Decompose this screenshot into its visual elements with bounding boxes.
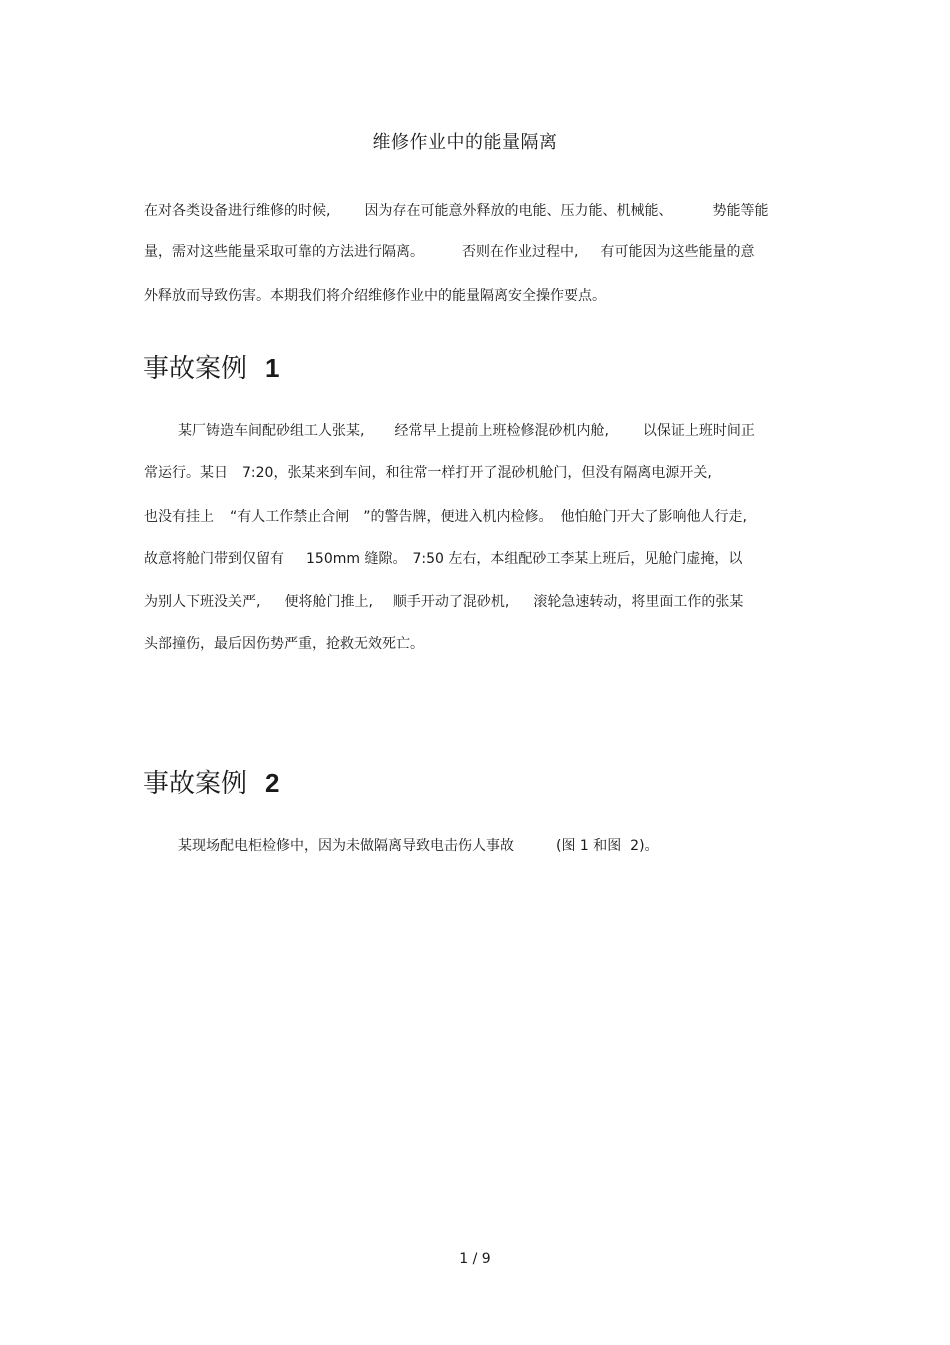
case-1-line-6 [144,634,424,654]
case-1-line-6-seg-1: 头部撞伤，最后因伤势严重，抢救无效死亡。 [144,636,424,652]
case-1-line-4-seg-2: 150mm 缝隙。 [306,551,407,567]
intro-line-1-seg-2: 因为存在可能意外释放的电能、压力能、机械能、 [364,203,673,219]
case-1-line-3-seg-2: “有人工作禁止合闸 [230,509,350,525]
page-number: 1 / 9 [459,1251,491,1267]
case-1-line-3-seg-1: 也没有挂上 [144,509,214,525]
document-title: 维修作业中的能量隔离 [372,132,558,153]
case-1-line-2-seg-2: 7:20，张某来到车间，和往常一样打开了混砂机舱门，但没有隔离电源开关, [242,465,712,481]
case-2-line-1-seg-2: (图 1 和图 2)。 [556,838,659,854]
case-1-heading [143,348,279,385]
intro-line-3 [144,286,606,306]
case-1-line-2 [144,463,712,483]
intro-line-2-seg-1: 量，需对这些能量采取可靠的方法进行隔离。 [144,244,424,260]
intro-line-3-seg-1: 外释放而导致伤害。本期我们将介绍维修作业中的能量隔离安全操作要点。 [144,288,606,304]
case-1-heading-text: 事故案例 [143,354,248,384]
case-1-line-1-seg-3: 以保证上班时间正 [642,423,755,439]
intro-line-2 [144,242,754,262]
case-1-line-3-seg-3: ”的警告牌，便进入机内检修。 [363,509,553,525]
case-2-heading [143,763,279,800]
case-1-line-3 [144,507,747,527]
case-1-line-5-seg-2: 便将舱门推上, [284,594,373,610]
case-1-line-4-seg-3: 7:50 左右，本组配砂工李某上班后，见舱门虚掩，以 [412,551,743,567]
intro-line-2-seg-3: 有可能因为这些能量的意 [600,244,755,260]
case-1-line-4-seg-1: 故意将舱门带到仅留有 [144,551,284,567]
case-1-heading-number: 1 [265,353,280,383]
case-1-line-5-seg-1: 为别人下班没关严, [144,594,261,610]
case-2-line-1 [178,836,659,856]
case-1-line-1-seg-1: 某厂铸造车间配砂组工人张某, [178,423,365,439]
case-1-line-1 [178,421,755,441]
case-1-line-2-seg-1: 常运行。某日 [144,465,228,481]
intro-line-1-seg-3: 势能等能 [712,203,769,219]
intro-line-2-seg-2: 否则在作业过程中, [462,244,579,260]
intro-line-1 [144,201,768,221]
case-2-line-1-seg-1: 某现场配电柜检修中，因为未做隔离导致电击伤人事故 [178,838,514,854]
case-1-line-5-seg-4: 滚轮急速转动，将里面工作的张某 [533,594,744,610]
case-2-heading-text: 事故案例 [143,769,248,799]
case-2-heading-number: 2 [265,768,280,798]
case-1-line-5-seg-3: 顺手开动了混砂机, [392,594,510,610]
intro-line-1-seg-1: 在对各类设备进行维修的时候, [144,203,331,219]
case-1-line-3-seg-4: 他怕舱门开大了影响他人行走, [560,509,747,525]
case-1-line-4 [144,549,742,569]
case-1-line-1-seg-2: 经常早上提前上班检修混砂机内舱, [394,423,609,439]
case-1-line-5 [144,592,743,612]
